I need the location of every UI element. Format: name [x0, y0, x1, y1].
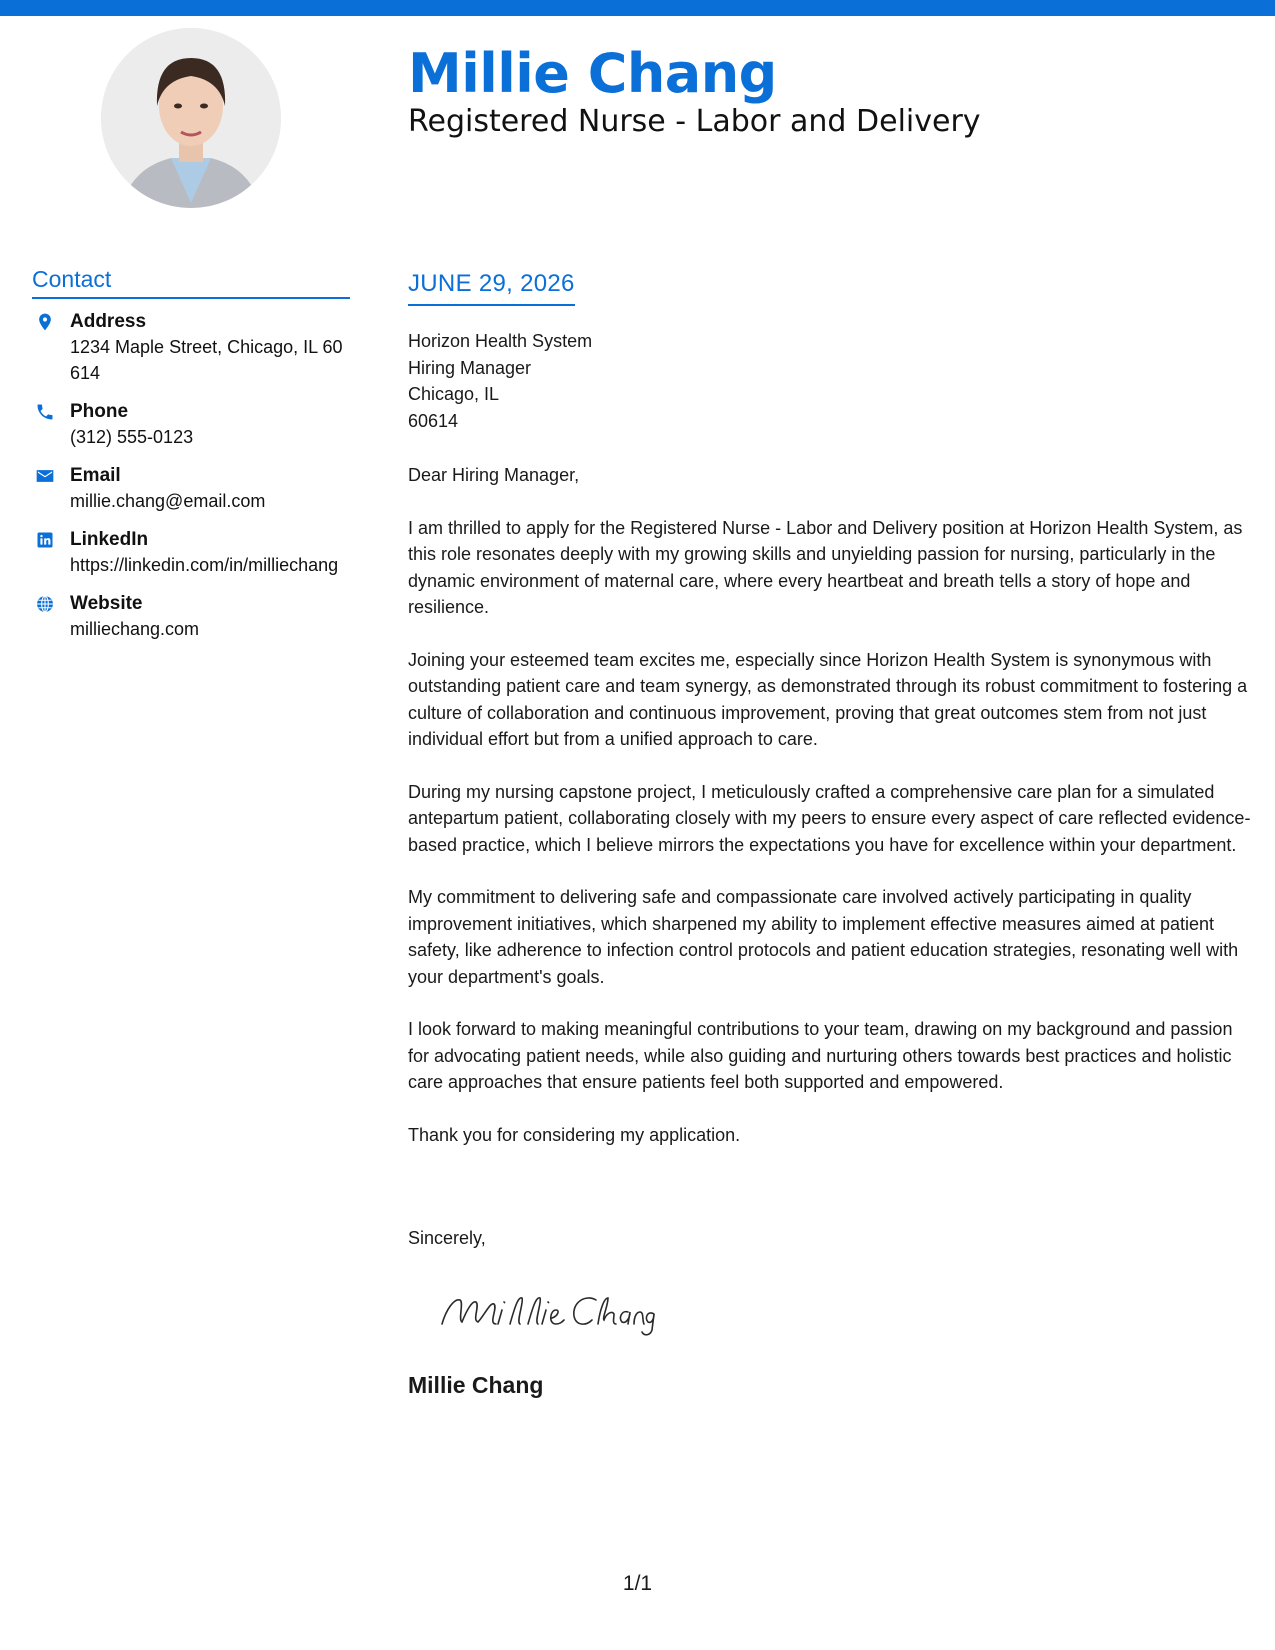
- recipient-line: Horizon Health System: [408, 331, 593, 351]
- salutation: Dear Hiring Manager,: [408, 465, 580, 485]
- page-number: 1/1: [622, 1572, 653, 1595]
- email-icon: [32, 464, 58, 488]
- contact-item-email: [32, 464, 352, 514]
- body-paragraph: I am thrilled to apply for the Registered Nurse - Labor and Delivery position at Horizon Health System, as this role resonates deeply with my growing skills and unyielding passion for nursing, particularly in the dynamic environment of maternal care, where every heartbeat and breath tells a story of hope and resilience.: [408, 517, 1243, 617]
- contact-label: Email: [70, 465, 121, 486]
- contact-value: millie.chang@email.com: [70, 491, 266, 511]
- applicant-name: Millie Chang: [408, 42, 777, 105]
- contact-value: https://linkedin.com/in/milliechang: [70, 555, 339, 575]
- contact-label: Address: [70, 311, 147, 332]
- contact-value: (312) 555-0123: [70, 427, 194, 447]
- body-paragraph: During my nursing capstone project, I meticulously crafted a comprehensive care plan for a simulated antepartum patient, collaborating closely with my peers to ensure every aspect of care reflected evidence-based practice, which I believe mirrors the expectations you have for excellence within your department.: [408, 781, 1251, 855]
- contact-item-address: [32, 310, 352, 386]
- recipient-line: 60614: [408, 410, 459, 431]
- recipient-block: [408, 328, 592, 434]
- recipient-line: Chicago, IL: [408, 384, 500, 404]
- letter-body: [408, 462, 1254, 1174]
- contact-label: Website: [70, 593, 143, 614]
- handwritten-signature: [436, 1280, 656, 1340]
- top-accent-bar: [0, 0, 1275, 16]
- signer-name: Millie Chang: [408, 1372, 544, 1398]
- body-paragraph: Thank you for considering my application.: [408, 1124, 741, 1145]
- body-paragraph: Joining your esteemed team excites me, especially since Horizon Health System is synonymous with outstanding patient care and team synergy, as demonstrated through its robust commitment to fostering a culture of collaboration and continuous improvement, proving that great outcomes stem from not just individual effort but from a unified approach to care.: [408, 649, 1248, 749]
- contact-label: LinkedIn: [70, 529, 149, 550]
- contact-value: 1234 Maple Street, Chicago, IL 60614: [70, 337, 343, 383]
- phone-icon: [32, 400, 58, 424]
- closing: Sincerely,: [408, 1228, 486, 1248]
- contact-item-linkedin: [32, 528, 352, 578]
- linkedin-icon: [32, 528, 58, 552]
- contact-label: Phone: [70, 401, 129, 422]
- contact-list: [32, 310, 352, 656]
- contact-item-website: [32, 592, 352, 642]
- letter-date: JUNE 29, 2026: [408, 270, 575, 306]
- profile-photo-illustration: [101, 28, 281, 208]
- profile-photo: [101, 28, 281, 208]
- contact-heading: Contact: [32, 266, 350, 299]
- contact-item-phone: [32, 400, 352, 450]
- globe-icon: [32, 592, 58, 616]
- body-paragraph: I look forward to making meaningful contributions to your team, drawing on my background and passion for advocating patient needs, while also guiding and nurturing others towards best practices and holistic care approaches that ensure patients feel both supported and empowered.: [408, 1019, 1233, 1092]
- location-pin-icon: [32, 310, 58, 334]
- recipient-line: Hiring Manager: [408, 357, 532, 378]
- contact-value: milliechang.com: [70, 619, 200, 639]
- body-paragraph: My commitment to delivering safe and compassionate care involved actively participating in quality improvement initiatives, which sharpened my ability to implement effective measures aimed at patient safety, like adherence to infection control protocols and patient education strategies, resonating well with your department's goals.: [408, 887, 1239, 987]
- job-title: Registered Nurse - Labor and Delivery: [408, 104, 981, 139]
